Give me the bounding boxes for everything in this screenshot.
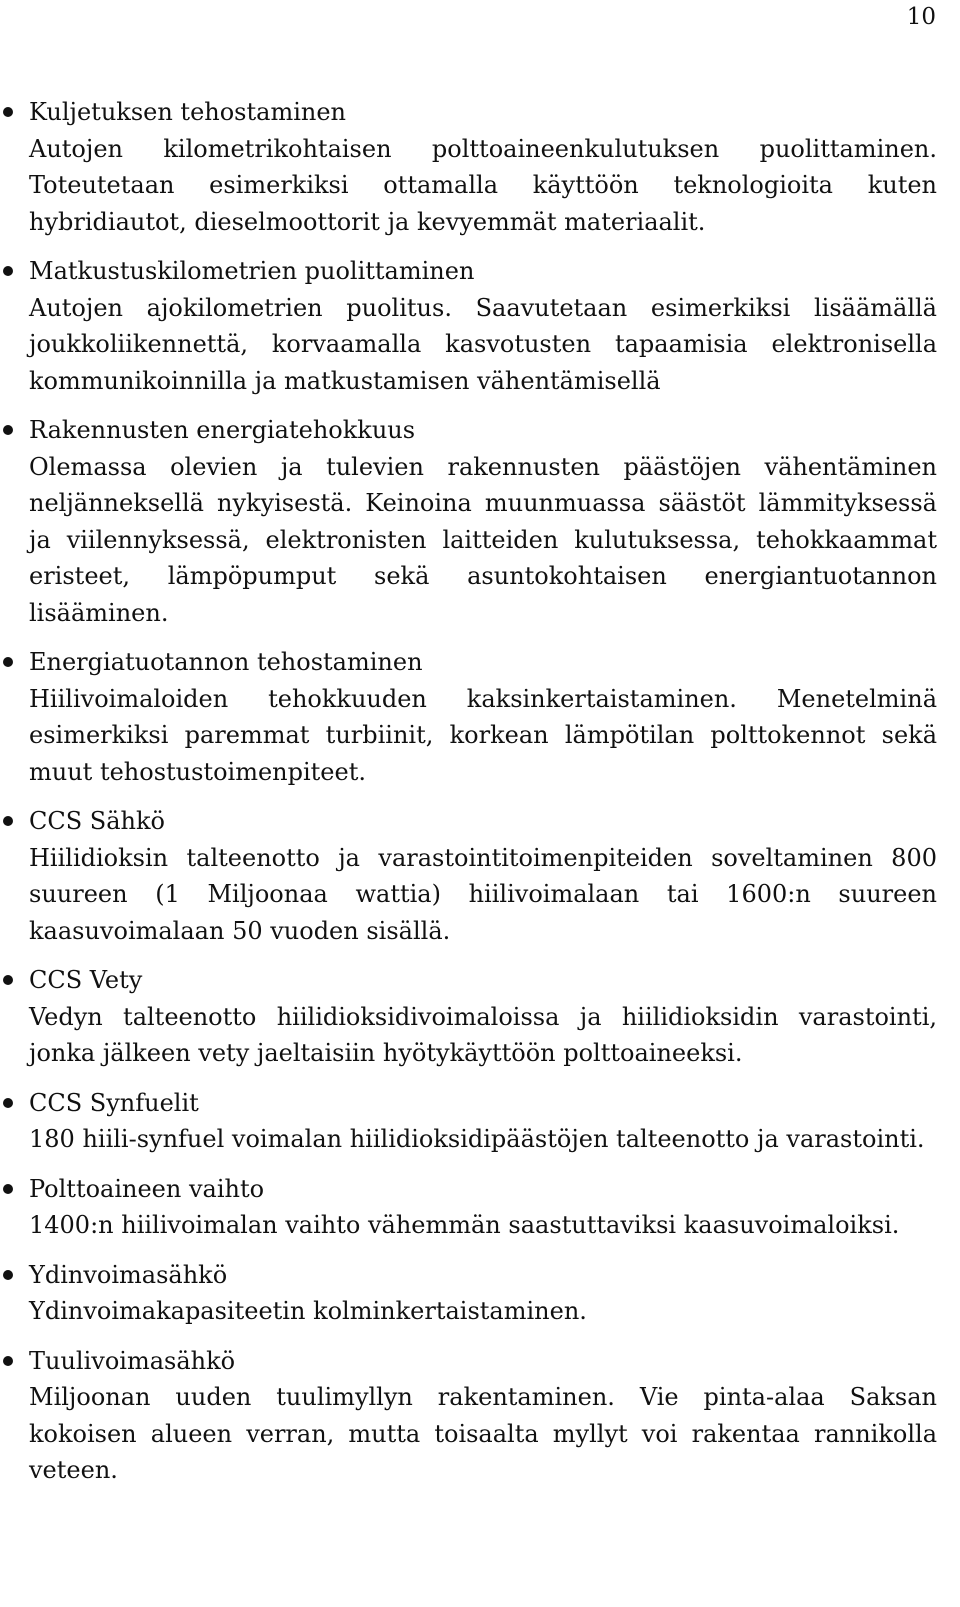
bullet-icon — [3, 657, 13, 667]
item-title: Energiatuotannon tehostaminen — [29, 648, 423, 676]
bullet-icon — [3, 975, 13, 985]
bullet-icon — [3, 425, 13, 435]
item-text: Olemassa olevien ja tulevien rakennusten päästöjen vähentäminen neljänneksellä nykyisestä. Keinoina muunmuassa säästöt lämmityksessä ja viilennyksessä, elektronisten laitteiden kulutuksessa, tehokkaammat eristeet, lämpöpumput sekä asuntokohtaisen energiantuotannon lisääminen. — [29, 452, 937, 627]
list-item — [0, 962, 960, 1072]
list-item — [0, 803, 960, 949]
item-title: CCS Sähkö — [29, 807, 165, 835]
page-number: 10 — [906, 4, 936, 30]
item-title: Kuljetuksen tehostaminen — [29, 98, 347, 126]
list-item — [0, 644, 960, 790]
item-text: Hiilidioksin talteenotto ja varastointitoimenpiteiden soveltaminen 800 suureen (1 Miljoonaa wattia) hiilivoimalaan tai 1600:n suureen kaasuvoimalaan 50 vuoden sisällä. — [29, 843, 937, 945]
item-title: Rakennusten energiatehokkuus — [29, 416, 416, 444]
measures-list — [0, 94, 960, 1502]
item-title: Tuulivoimasähkö — [29, 1346, 236, 1375]
item-title: Polttoaineen vaihto — [29, 1174, 265, 1203]
item-text: 180 hiili-synfuel voimalan hiilidioksidipäästöjen talteenotto ja varastointi. — [29, 1125, 925, 1153]
bullet-icon — [3, 1184, 13, 1194]
list-item — [0, 253, 960, 399]
item-text: Ydinvoimakapasiteetin kolminkertaistaminen. — [29, 1297, 587, 1325]
item-title: Ydinvoimasähkö — [29, 1260, 228, 1289]
item-text: Hiilivoimaloiden tehokkuuden kaksinkertaistaminen. Menetelminä esimerkiksi paremmat turbiinit, korkean lämpötilan polttokennot sekä muut tehostustoimenpiteet. — [29, 684, 937, 786]
bullet-icon — [3, 1270, 13, 1280]
list-item — [0, 1343, 960, 1489]
item-text: Miljoonan uuden tuulimyllyn rakentaminen. Vie pinta-alaa Saksan kokoisen alueen verran, mutta toisaalta myllyt voi rakentaa rannikolla veteen. — [29, 1383, 937, 1484]
list-item — [0, 412, 960, 631]
list-item — [0, 1085, 960, 1158]
list-item — [0, 1171, 960, 1244]
item-title: CCS Vety — [29, 966, 143, 994]
bullet-icon — [3, 266, 13, 276]
bullet-icon — [3, 1356, 13, 1366]
list-item — [0, 1257, 960, 1330]
item-title: Matkustuskilometrien puolittaminen — [29, 257, 475, 285]
item-text: Vedyn talteenotto hiilidioksidivoimaloissa ja hiilidioksidin varastointi, jonka jälkeen vety jaeltaisiin hyötykäyttöön polttoaineeksi. — [29, 1002, 937, 1067]
bullet-icon — [3, 816, 13, 826]
bullet-icon — [3, 1098, 13, 1108]
item-text: Autojen kilometrikohtaisen polttoaineenkulutuksen puolittaminen. Toteutetaan esimerkiksi ottamalla käyttöön teknologioita kuten hybridiautot, dieselmoottorit ja kevyemmät materiaalit. — [29, 134, 937, 236]
list-item — [0, 94, 960, 240]
item-text: Autojen ajokilometrien puolitus. Saavutetaan esimerkiksi lisäämällä joukkoliikennettä, korvaamalla kasvotusten tapaamisia elektronisella kommunikoinnilla ja matkustamisen vähentämisellä — [29, 293, 937, 395]
item-text: 1400:n hiilivoimalan vaihto vähemmän saastuttaviksi kaasuvoimaloiksi. — [29, 1211, 900, 1239]
bullet-icon — [3, 107, 13, 117]
item-title: CCS Synfuelit — [29, 1088, 199, 1117]
